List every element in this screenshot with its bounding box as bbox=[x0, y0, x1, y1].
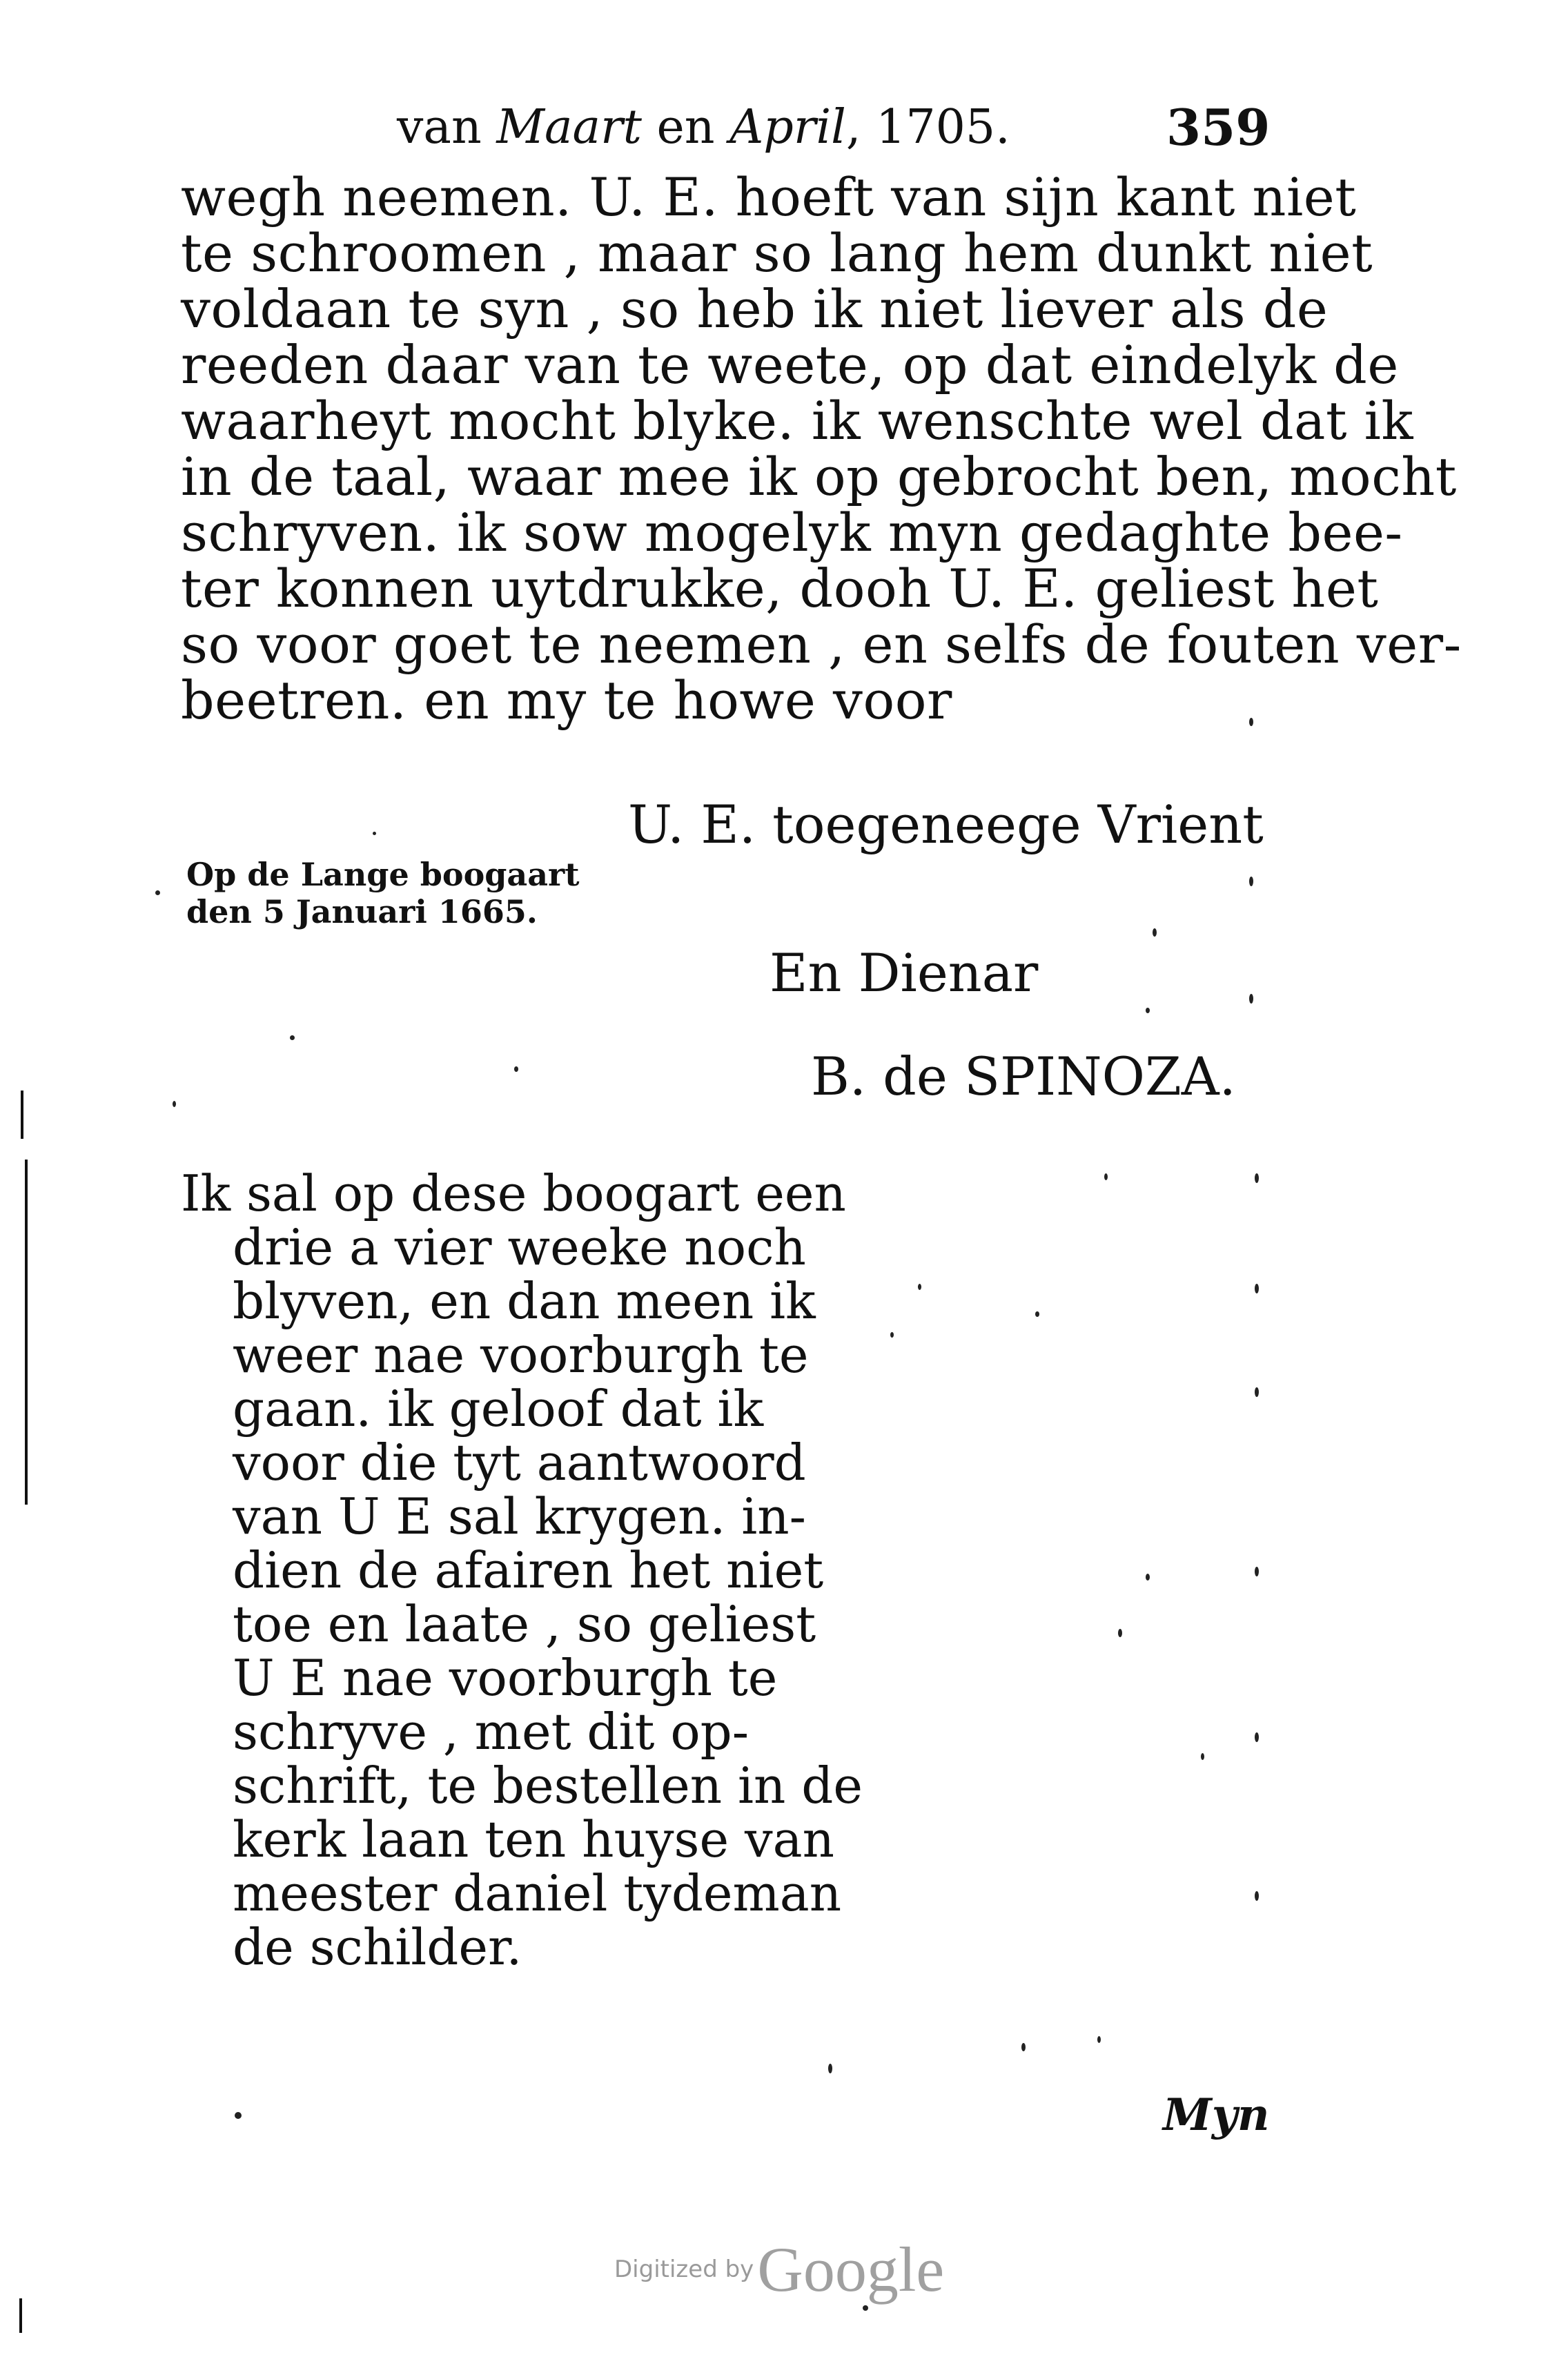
postscript-line: voor die tyt aantwoord bbox=[233, 1434, 806, 1492]
postscript-line: weer nae voorburgh te bbox=[233, 1326, 809, 1384]
closing-conjunction: En Dienar bbox=[770, 942, 1039, 1004]
left-edge-mark bbox=[21, 1091, 23, 1139]
speck bbox=[514, 1066, 518, 1072]
body-line: te schroomen , maar so lang hem dunkt niet bbox=[181, 222, 1373, 284]
body-line: schryven. ik sow mogelyk myn gedaghte bee- bbox=[181, 502, 1403, 563]
postscript-line: blyven, en dan meen ik bbox=[233, 1272, 816, 1330]
speck bbox=[155, 890, 160, 895]
letter-body bbox=[181, 166, 1462, 731]
speck bbox=[1146, 1008, 1150, 1013]
left-edge-mark bbox=[25, 1160, 28, 1505]
speck bbox=[1201, 1753, 1204, 1760]
speck bbox=[828, 2064, 832, 2073]
speck bbox=[1021, 2043, 1026, 2051]
speck bbox=[373, 832, 376, 835]
speck bbox=[1255, 1387, 1259, 1397]
speck bbox=[1255, 1173, 1259, 1183]
body-line: in de taal, waar mee ik op gebrocht ben, mocht bbox=[181, 446, 1457, 507]
speck bbox=[173, 1101, 176, 1107]
body-line: waarheyt mocht blyke. ik wenschte wel dat ik bbox=[181, 390, 1414, 451]
postscript-line: U E nae voorburgh te bbox=[233, 1649, 778, 1707]
postscript-line: kerk laan ten huyse van bbox=[233, 1810, 834, 1868]
postscript-line: schryve , met dit op- bbox=[233, 1703, 749, 1761]
watermark-brand: Google bbox=[757, 2234, 945, 2305]
speck bbox=[290, 1035, 295, 1040]
postscript bbox=[181, 1164, 863, 1976]
speck bbox=[918, 1284, 921, 1290]
watermark-prefix: Digitized by bbox=[614, 2256, 754, 2283]
body-line: voldaan te syn , so heb ik niet liever als de bbox=[181, 278, 1329, 340]
digitized-watermark bbox=[614, 2233, 944, 2306]
speck bbox=[1153, 928, 1157, 937]
place-line: Op de Lange boogaart bbox=[186, 856, 580, 893]
body-line: so voor goet te neemen , en selfs de fouten ver- bbox=[181, 614, 1462, 675]
postscript-line: van U E sal krygen. in- bbox=[233, 1487, 806, 1545]
date-line: den 5 Januari 1665. bbox=[186, 893, 538, 930]
speck bbox=[1249, 877, 1253, 886]
body-line: ter konnen uytdrukke, dooh U. E. geliest het bbox=[181, 558, 1379, 619]
catchword: Myn bbox=[1163, 2089, 1270, 2141]
speck bbox=[1255, 1732, 1259, 1742]
speck bbox=[1118, 1629, 1122, 1637]
postscript-line: gaan. ik geloof dat ik bbox=[233, 1380, 764, 1438]
left-edge-mark bbox=[19, 2298, 22, 2333]
signature: B. de SPINOZA. bbox=[811, 1046, 1236, 1107]
speck bbox=[1249, 994, 1253, 1004]
running-head-month1: Maart bbox=[496, 100, 642, 155]
postscript-line: toe en laate , so geliest bbox=[233, 1595, 816, 1653]
place-date bbox=[186, 856, 614, 930]
speck bbox=[1035, 1311, 1039, 1317]
postscript-line: dien de afairen het niet bbox=[233, 1541, 824, 1599]
postscript-line: drie a vier weeke noch bbox=[233, 1218, 806, 1276]
speck bbox=[1255, 1567, 1259, 1576]
postscript-line: meester daniel tydeman bbox=[233, 1864, 842, 1922]
body-line: wegh neemen. U. E. hoeft van sijn kant niet bbox=[181, 166, 1357, 228]
speck bbox=[863, 2305, 868, 2311]
running-head-month2: April bbox=[729, 100, 846, 155]
speck bbox=[1255, 1891, 1259, 1901]
body-line: reeden daar van te weete, op dat eindelyk de bbox=[181, 334, 1399, 395]
speck bbox=[1255, 1284, 1259, 1293]
postscript-line: Ik sal op dese boogart een bbox=[181, 1164, 846, 1222]
body-line: beetren. en my te howe voor bbox=[181, 669, 952, 731]
speck bbox=[890, 1332, 894, 1338]
speck bbox=[1104, 1173, 1108, 1180]
closing-salutation: U. E. toegeneege Vrient bbox=[628, 794, 1264, 855]
running-head-conj: en bbox=[641, 100, 730, 155]
running-head-year: , 1705. bbox=[845, 100, 1010, 155]
speck bbox=[1097, 2036, 1101, 2043]
running-head-van: van bbox=[397, 100, 497, 155]
speck bbox=[1146, 1574, 1150, 1581]
speck bbox=[235, 2112, 242, 2119]
postscript-line: schrift, te bestellen in de bbox=[233, 1757, 863, 1815]
page-number: 359 bbox=[1166, 98, 1271, 157]
speck bbox=[1249, 718, 1253, 726]
postscript-line: de schilder. bbox=[233, 1918, 522, 1976]
